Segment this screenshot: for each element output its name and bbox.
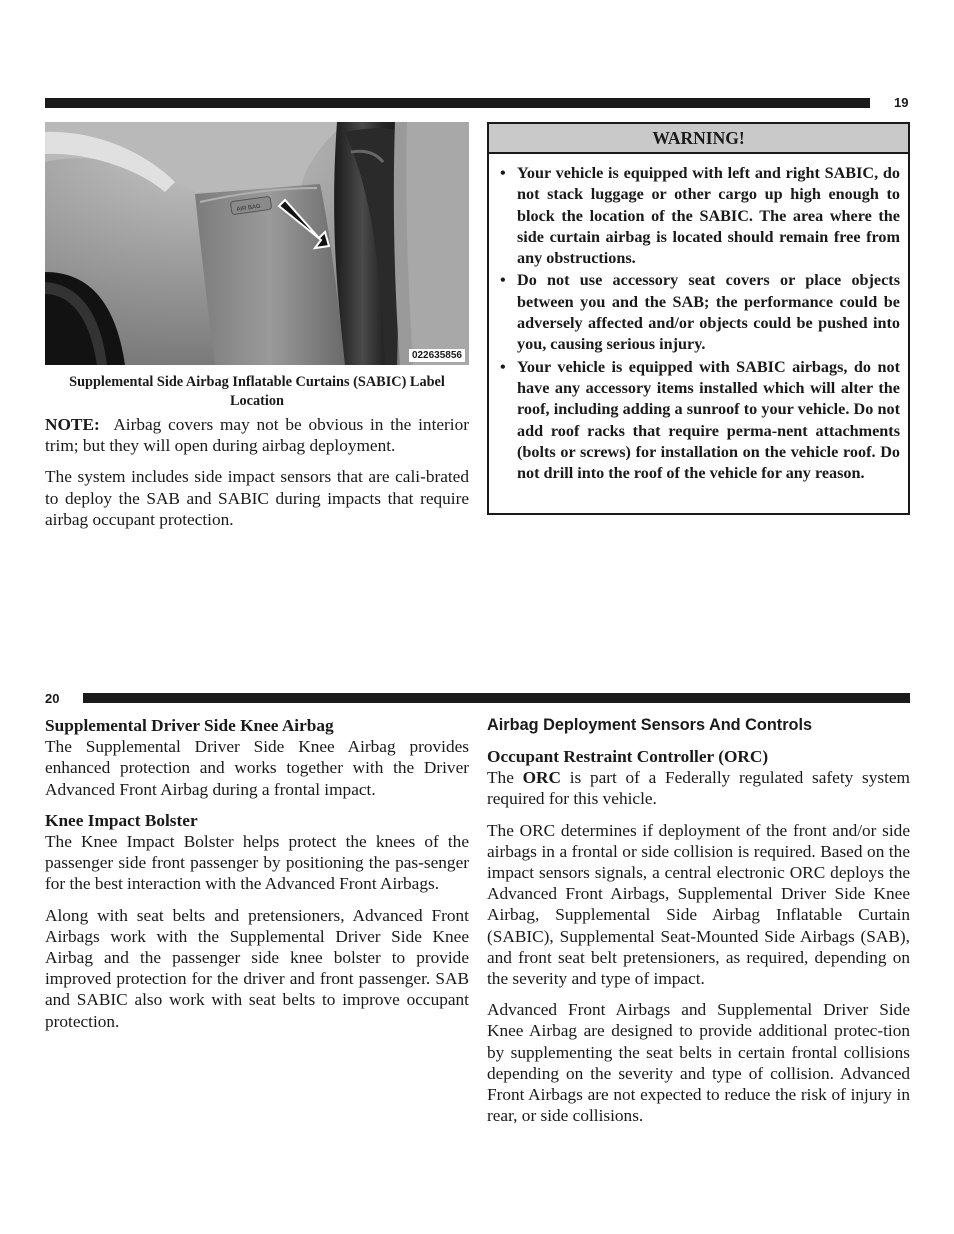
designed-paragraph: Advanced Front Airbags and Supplemental Driver Side Knee Airbag are designed to provide additional protec-tion by supplementing the seat belts in certain frontal collisions depending on the severity and type of collision. Advanced Front Airbags are not expected to reduce the risk of injury in rear, or side collisions. xyxy=(487,1000,910,1126)
warning-item: • Your vehicle is equipped with left and right SABIC, do not stack luggage or other cargo up high enough to block the location of the SABIC. The area where the side curtain airbag is located should remain free from any obstructions. xyxy=(500,164,900,268)
sabic-label-figure xyxy=(45,122,469,365)
note-paragraph xyxy=(45,414,469,456)
warning-box xyxy=(487,122,910,515)
page-20-left-column xyxy=(45,715,469,1032)
sensors-paragraph: The system includes side impact sensors that are cali-brated to deploy the SAB and SABIC during impacts that require airbag occupant protection. xyxy=(45,467,469,529)
orc-bold: ORC xyxy=(522,768,561,788)
note-label: NOTE: xyxy=(45,415,100,434)
warning-item: • Your vehicle is equipped with SABIC airbags, do not have any accessory items installed which will alter the roof, including adding a sunroof to your vehicle. Do not add roof racks that require perma-nent attachments (bolts or screws) for installation on the vehicle roof. Do not drill into the roof of the vehicle for any reason. xyxy=(500,357,900,483)
bullet-icon: • xyxy=(500,271,506,290)
figure-caption: Supplemental Side Airbag Inflatable Curtains (SABIC) Label Location xyxy=(69,374,445,409)
bullet-icon: • xyxy=(500,357,506,376)
knee-airbag-heading: Supplemental Driver Side Knee Airbag xyxy=(45,716,334,735)
seat-belts-paragraph: Along with seat belts and pretensioners, Advanced Front Airbags work with the Supplemental Driver Side Knee Airbag and the passenger side knee bolster to provide improved protection for the driver and front passenger. SAB and SABIC also work with seat belts to improve occupant protection. xyxy=(45,905,469,1031)
vehicle-interior-illustration xyxy=(45,122,469,365)
page-19-header-rule xyxy=(45,98,870,108)
page-20-right-column xyxy=(487,715,910,1126)
page-19-left-column xyxy=(45,414,469,530)
warning-list xyxy=(489,154,908,484)
page-19-number: 19 xyxy=(894,95,909,110)
knee-bolster-paragraph: The Knee Impact Bolster helps protect the knees of the passenger side front passenger by positioning the pas-senger for the best interaction with the Advanced Front Airbags. xyxy=(45,832,469,894)
figure-id: 022635856 xyxy=(409,349,465,362)
bullet-icon: • xyxy=(500,164,506,182)
page-20-number: 20 xyxy=(45,691,60,706)
orc-intro-paragraph: The ORC is part of a Federally regulated safety system required for this vehicle. xyxy=(487,768,910,809)
page-20-header-rule xyxy=(83,693,910,703)
warning-title: WARNING! xyxy=(489,124,908,154)
orc-determines-paragraph: The ORC determines if deployment of the front and/or side airbags in a frontal or side collision is required. Based on the impact sensors signals, a central electronic ORC deploys the Advanced Front Airbags, Supplemental Driver Side Knee Airbag, Supplemental Side Airbag Inflatable Curtain (SABIC), Supplemental Seat-Mounted Side Airbags (SAB), and front seat belt pretensioners, as required, depending on the severity and type of impact. xyxy=(487,820,910,989)
section-heading: Airbag Deployment Sensors And Controls xyxy=(487,716,813,734)
warning-item: • Do not use accessory seat covers or place objects between you and the SAB; the performance could be adversely affected and/or objects could be pushed into you, causing serious injury. xyxy=(500,271,900,354)
orc-heading: Occupant Restraint Controller (ORC) xyxy=(487,747,769,766)
knee-airbag-paragraph: The Supplemental Driver Side Knee Airbag provides enhanced protection and works together with the Driver Advanced Front Airbag during a frontal impact. xyxy=(45,737,469,799)
airbag-label-text: AIR BAG xyxy=(236,203,262,214)
note-text: Airbag covers may not be obvious in the interior trim; but they will open during airbag deployment. xyxy=(45,415,469,456)
knee-bolster-heading: Knee Impact Bolster xyxy=(45,810,198,830)
